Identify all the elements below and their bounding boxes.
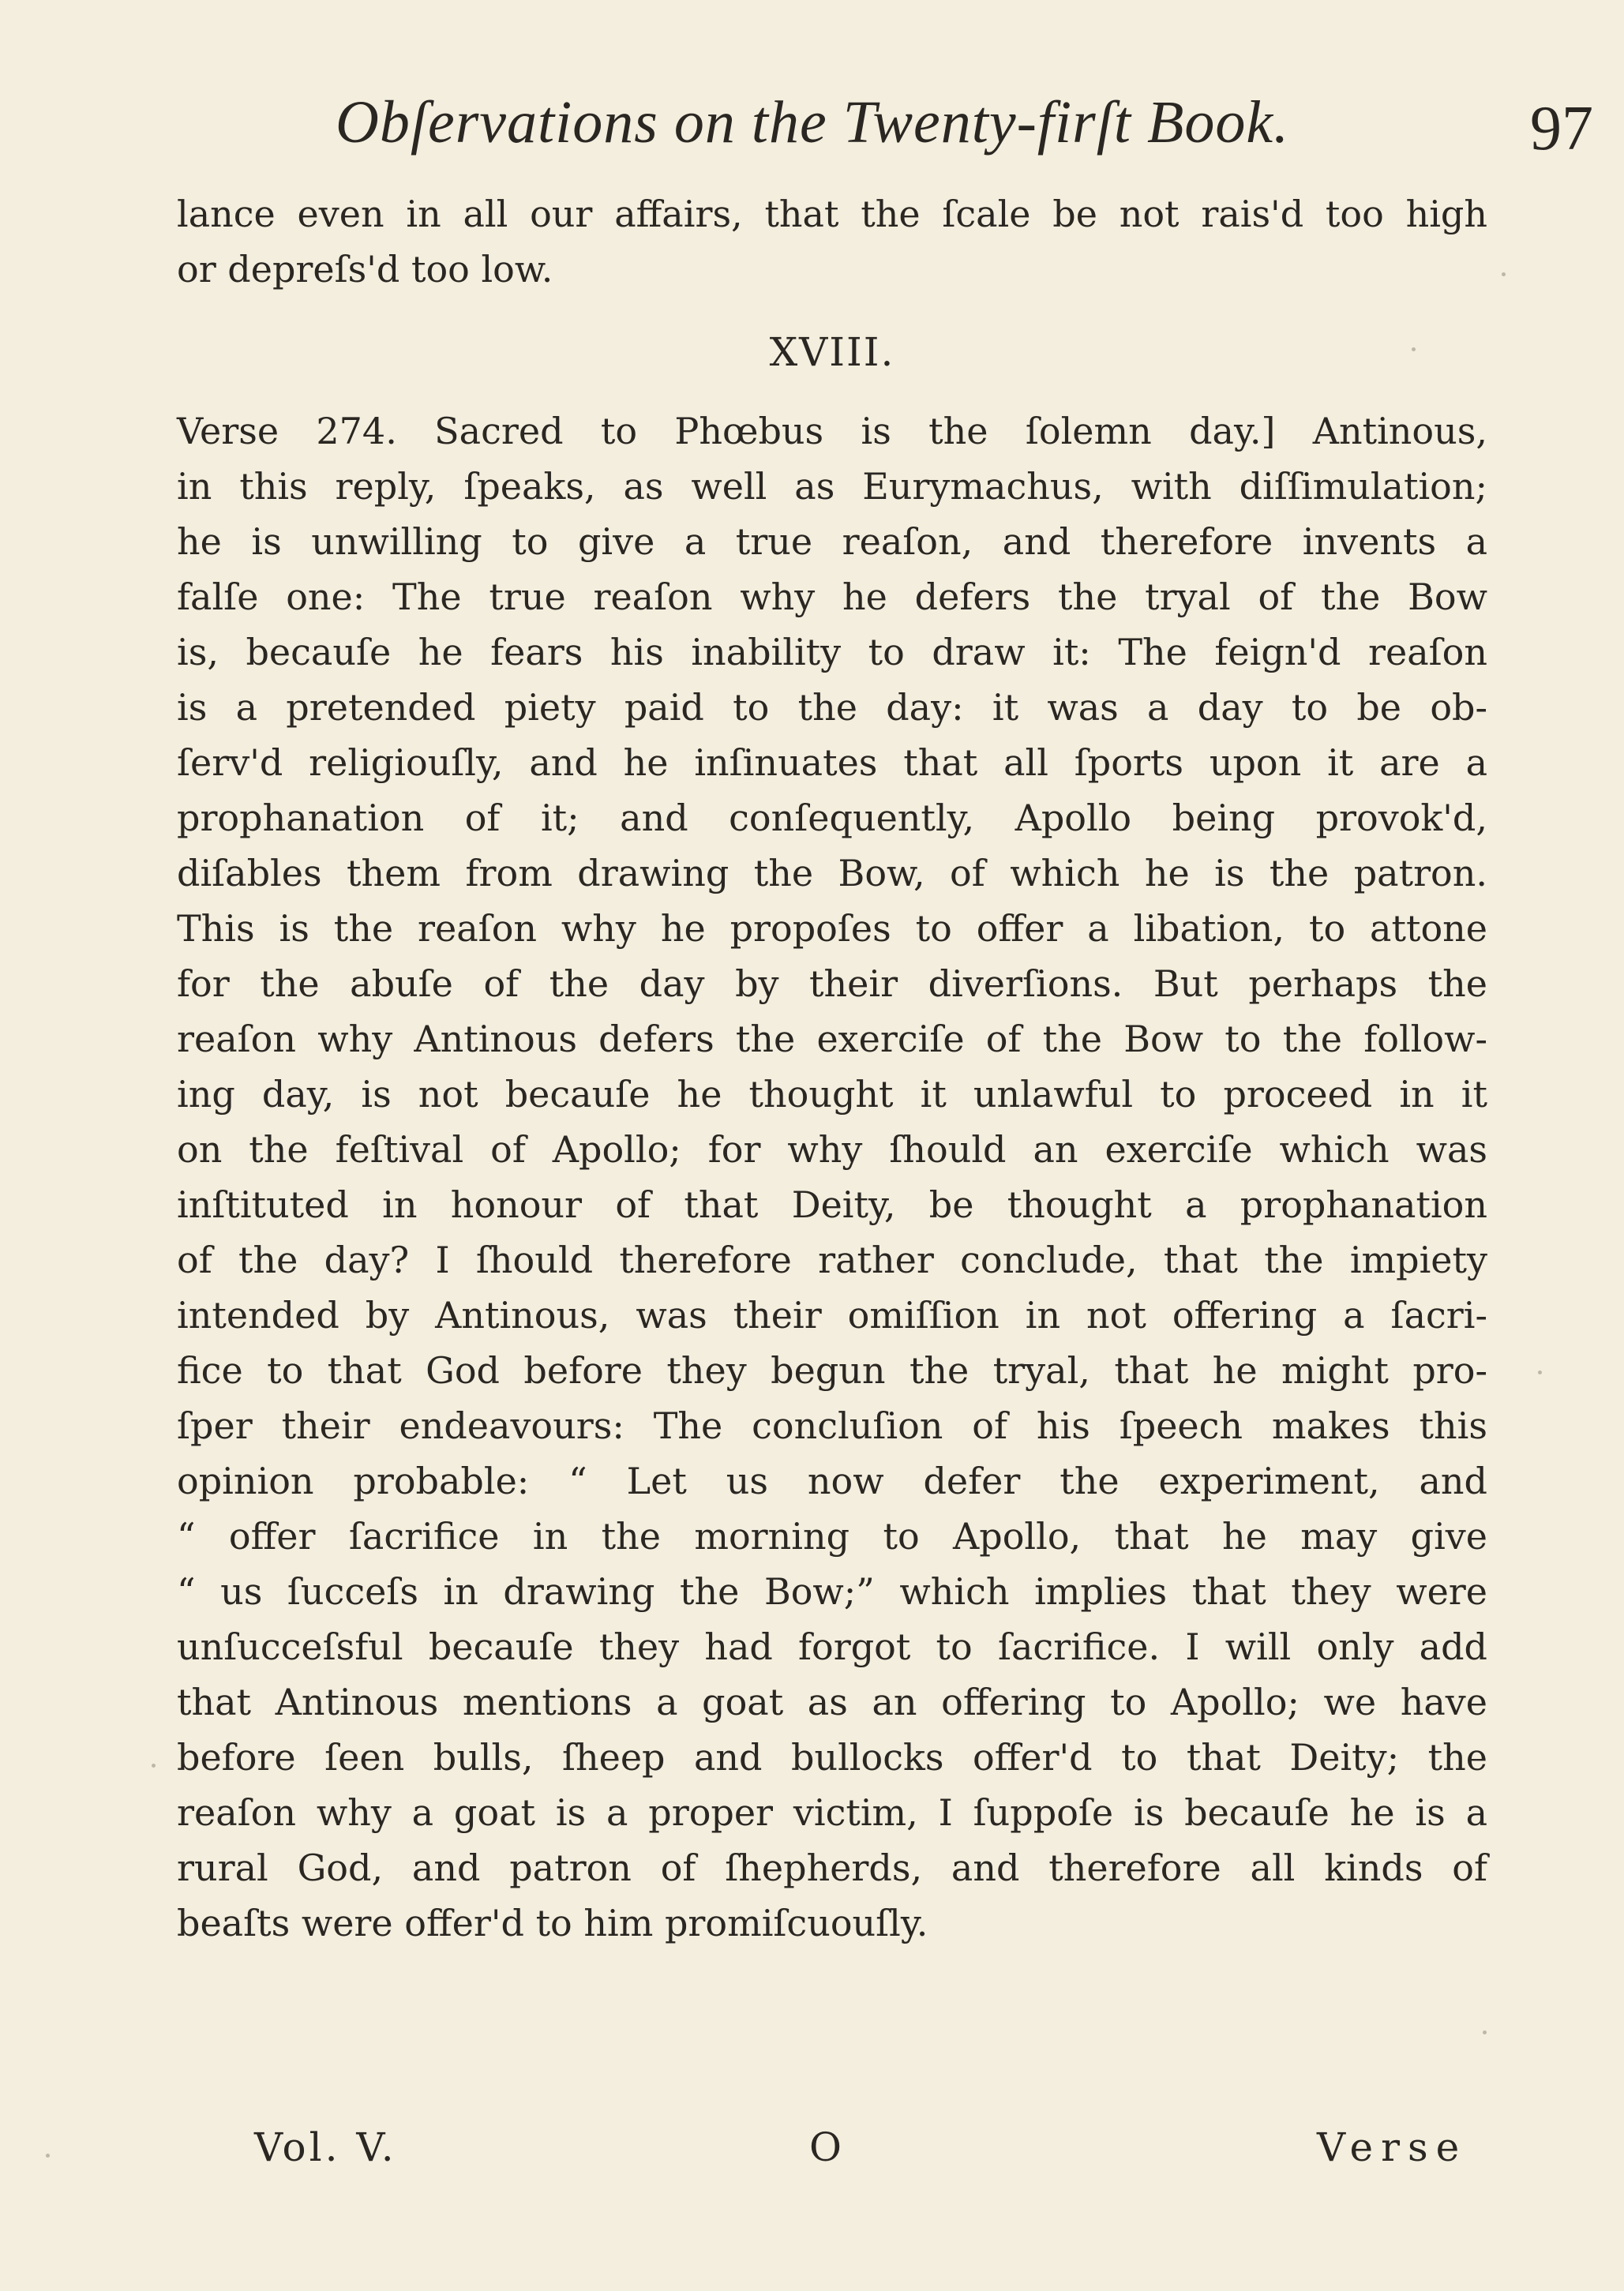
body-line: inſtituted in honour of that Deity, be thought a prophanation	[177, 1183, 1487, 1226]
paper-speck	[1412, 347, 1416, 351]
body-line: beaſts were offer'd to him promiſcuouſly.	[177, 1902, 928, 1944]
body-line: Verse 274. Sacred to Phœbus is the ſolemn day.] Antinous,	[177, 410, 1487, 452]
paper-speck	[1483, 2030, 1487, 2034]
body-line: rural God, and patron of ſhepherds, and therefore all kinds of	[177, 1847, 1487, 1889]
body-line: ſerv'd religiouſly, and he inſinuates that all ſports upon it are a	[177, 741, 1487, 784]
body-line: of the day? I ſhould therefore rather conclude, that the impiety	[177, 1239, 1487, 1281]
body-line: ſper their endeavours: The concluſion of his ſpeech makes this	[177, 1404, 1487, 1447]
page-footer	[0, 2116, 1624, 2179]
continuation-line: or depreſs'd too low.	[177, 248, 553, 291]
body-line: “ offer ſacrifice in the morning to Apollo, that he may give	[177, 1515, 1487, 1558]
body-line: that Antinous mentions a goat as an offering to Apollo; we have	[177, 1681, 1487, 1723]
body-line: opinion probable: “ Let us now defer the experiment, and	[177, 1460, 1487, 1502]
paper-speck	[46, 2154, 50, 2158]
continuation-line: lance even in all our affairs, that the ſcale be not rais'd too high	[177, 193, 1487, 235]
paper-speck	[1502, 272, 1506, 276]
body-line: falſe one: The true reaſon why he defers the tryal of the Bow	[177, 576, 1487, 618]
catchword: Verse	[1317, 2124, 1468, 2170]
body-line: reaſon why a goat is a proper victim, I ſuppoſe is becauſe he is a	[177, 1791, 1487, 1834]
text-block	[177, 186, 1487, 1951]
body-line: before ſeen bulls, ſheep and bullocks offer'd to that Deity; the	[177, 1736, 1487, 1779]
body-line: on the feſtival of Apollo; for why ſhould an exerciſe which was	[177, 1128, 1487, 1171]
body-line: ing day, is not becauſe he thought it unlawful to proceed in it	[177, 1073, 1487, 1116]
body-line: intended by Antinous, was their omiſſion in not offering a ſacri-	[177, 1294, 1487, 1337]
body-line: prophanation of it; and conſequently, Apollo being provok'd,	[177, 797, 1487, 839]
paper-speck	[152, 1764, 156, 1768]
signature-mark: O	[809, 2124, 842, 2170]
volume-label: Vol. V.	[254, 2124, 397, 2170]
body-line: is, becauſe he fears his inability to draw it: The feign'd reaſon	[177, 631, 1487, 673]
body-line: in this reply, ſpeaks, as well as Eurymachus, with diſſimulation;	[177, 465, 1487, 508]
body-line: reaſon why Antinous defers the exerciſe of the Bow to the follow-	[177, 1018, 1487, 1060]
body-line: “ us ſucceſs in drawing the Bow;” which implies that they were	[177, 1570, 1487, 1613]
running-head	[0, 83, 1624, 170]
body-line: diſables them from drawing the Bow, of which he is the patron.	[177, 852, 1487, 894]
body-line: he is unwilling to give a true reaſon, and therefore invents a	[177, 520, 1487, 563]
body-line: unſucceſsful becauſe they had forgot to ſacrifice. I will only add	[177, 1625, 1487, 1668]
body-line: This is the reaſon why he propoſes to offer a libation, to attone	[177, 907, 1487, 950]
body-line: for the abuſe of the day by their diverſions. But perhaps the	[177, 962, 1487, 1005]
section-number: XVIII.	[769, 329, 895, 375]
body-line: fice to that God before they begun the tryal, that he might pro-	[177, 1349, 1487, 1392]
running-title: Obſervations on the Twenty-firſt Book.	[336, 89, 1290, 156]
paper-speck	[1538, 1370, 1542, 1374]
page-number: 97	[1530, 94, 1593, 163]
body-line: is a pretended piety paid to the day: it was a day to be ob-	[177, 686, 1487, 729]
